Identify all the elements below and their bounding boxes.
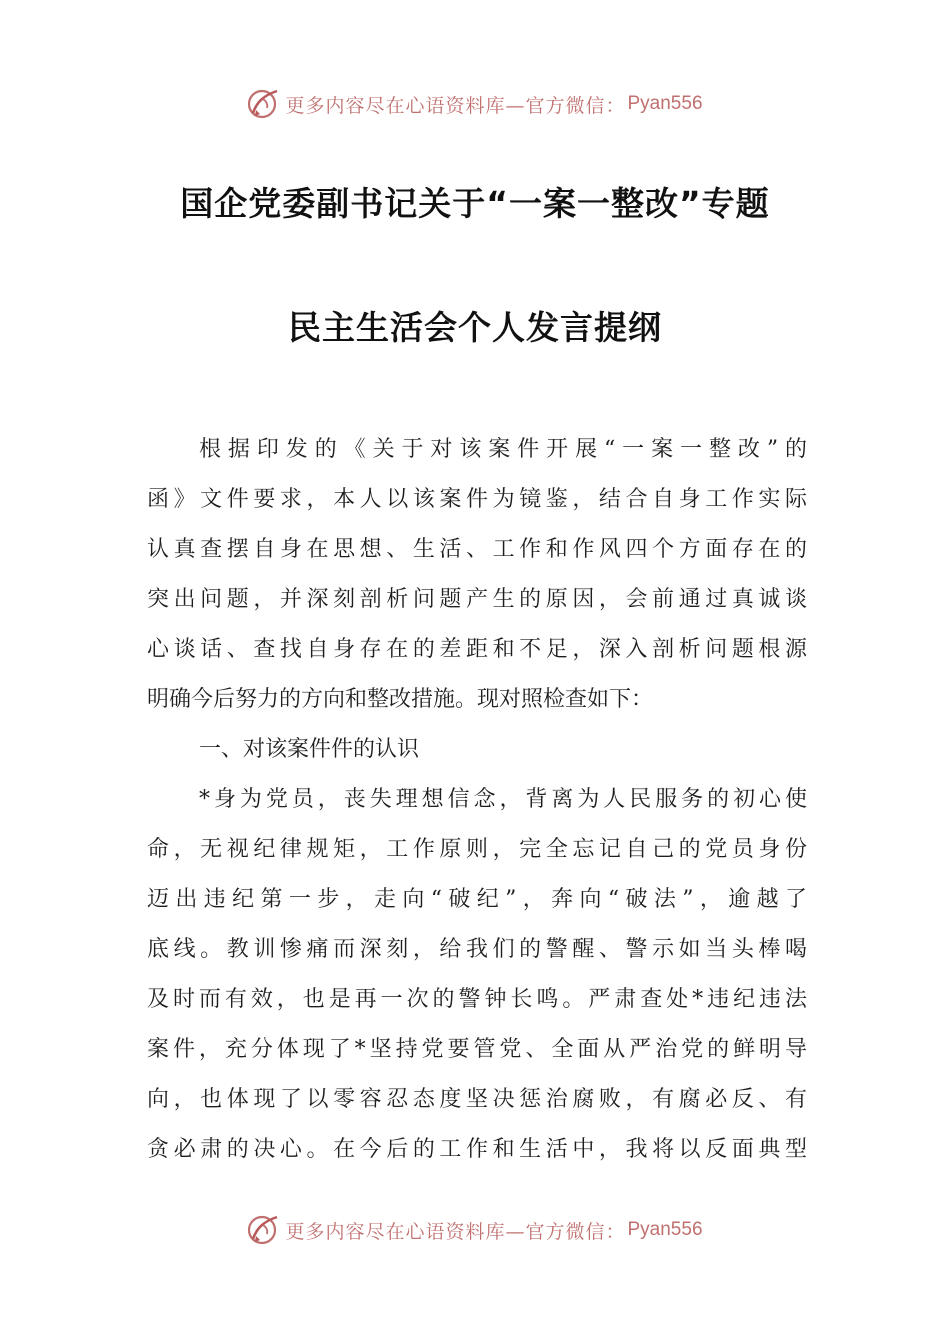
section-heading: 一、对该案件件的认识 bbox=[199, 737, 420, 762]
paragraph-line: 明确今后努力的方向和整改措施。现对照检查如下： bbox=[147, 687, 654, 712]
watermark-footer bbox=[0, 1210, 950, 1250]
paragraph-line: 向，也体现了以零容忍态度坚决惩治腐败，有腐必反、有 bbox=[147, 1087, 807, 1112]
paragraph-line: 突出问题，并深刻剖析问题产生的原因，会前通过真诚谈 bbox=[147, 587, 807, 612]
watermark-text: 更多内容尽在心语资料库—官方微信： bbox=[285, 1220, 626, 1243]
watermark-id: Pyan556 bbox=[627, 1219, 703, 1240]
paragraph-line: 心谈话、查找自身存在的差距和不足，深入剖析问题根源 bbox=[147, 637, 807, 662]
watermark-id: Pyan556 bbox=[627, 93, 703, 114]
paragraph-line: 贪必肃的决心。在今后的工作和生活中，我将以反面典型 bbox=[147, 1137, 807, 1162]
paragraph-line: 迈出违纪第一步，走向“破纪”，奔向“破法”，逾越了 bbox=[147, 887, 807, 912]
watermark-text: 更多内容尽在心语资料库—官方微信： bbox=[285, 94, 626, 117]
paragraph-line: 认真查摆自身在思想、生活、工作和作风四个方面存在的 bbox=[147, 537, 807, 562]
document-body bbox=[147, 425, 807, 1175]
document-title-line-1: 国企党委副书记关于“一案一整改”专题 bbox=[180, 184, 770, 223]
paragraph-line: 案件，充分体现了*坚持党要管党、全面从严治党的鲜明导 bbox=[147, 1037, 807, 1062]
pen-logo-icon bbox=[247, 1213, 281, 1247]
paragraph-line: 命，无视纪律规矩，工作原则，完全忘记自己的党员身份 bbox=[147, 837, 807, 862]
paragraph-line: *身为党员，丧失理想信念，背离为人民服务的初心使 bbox=[199, 787, 807, 812]
paragraph-line: 底线。教训惨痛而深刻，给我们的警醒、警示如当头棒喝 bbox=[147, 937, 807, 962]
document-title-line-2: 民主生活会个人发言提纲 bbox=[288, 308, 662, 347]
paragraph-line: 根据印发的《关于对该案件开展“一案一整改”的 bbox=[199, 437, 807, 462]
paragraph-line: 及时而有效，也是再一次的警钟长鸣。严肃查处*违纪违法 bbox=[147, 987, 807, 1012]
pen-logo-icon bbox=[247, 87, 281, 121]
paragraph-line: 函》文件要求，本人以该案件为镜鉴，结合自身工作实际 bbox=[147, 487, 807, 512]
watermark-header bbox=[0, 84, 950, 124]
